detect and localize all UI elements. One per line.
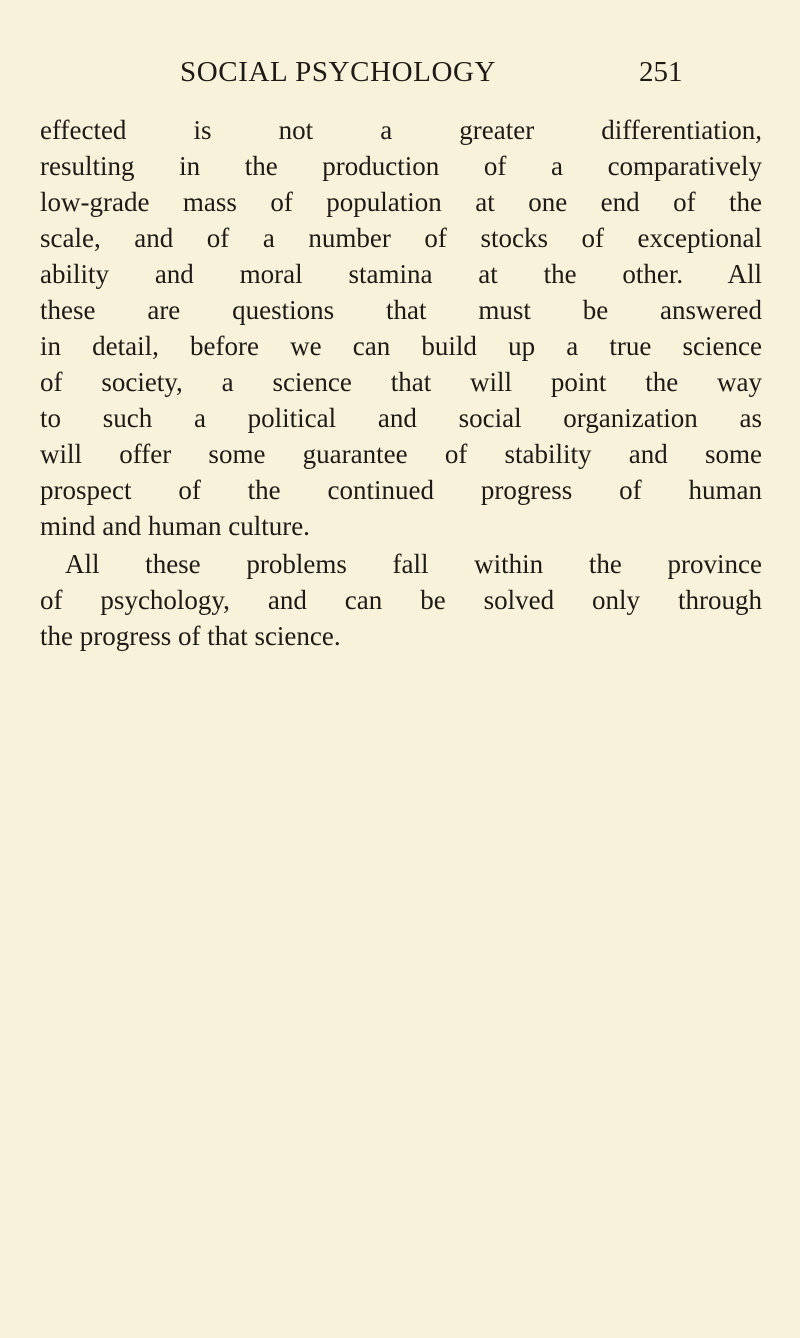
running-title: SOCIAL PSYCHOLOGY (180, 56, 497, 88)
text-line: effected is not a greater differentiation, (40, 115, 762, 145)
text-line: of society, a science that will point the way (40, 367, 762, 397)
text-line: will offer some guarantee of stability and some (40, 439, 762, 469)
text-line: All these problems fall within the province (65, 549, 762, 579)
text-line: the progress of that science. (40, 621, 341, 651)
text-line: in detail, before we can build up a true science (40, 331, 762, 361)
running-head (180, 56, 780, 96)
text-line: ability and moral stamina at the other. All (40, 259, 762, 289)
text-line: mind and human culture. (40, 511, 310, 541)
text-line: prospect of the continued progress of human (40, 475, 762, 505)
page-number: 251 (639, 56, 683, 88)
text-line: scale, and of a number of stocks of exceptional (40, 223, 762, 253)
text-line: these are questions that must be answered (40, 295, 762, 325)
text-line: resulting in the production of a comparatively (40, 151, 762, 181)
text-line: to such a political and social organization as (40, 403, 762, 433)
text-line: of psychology, and can be solved only through (40, 585, 762, 615)
text-line: low-grade mass of population at one end of the (40, 187, 762, 217)
